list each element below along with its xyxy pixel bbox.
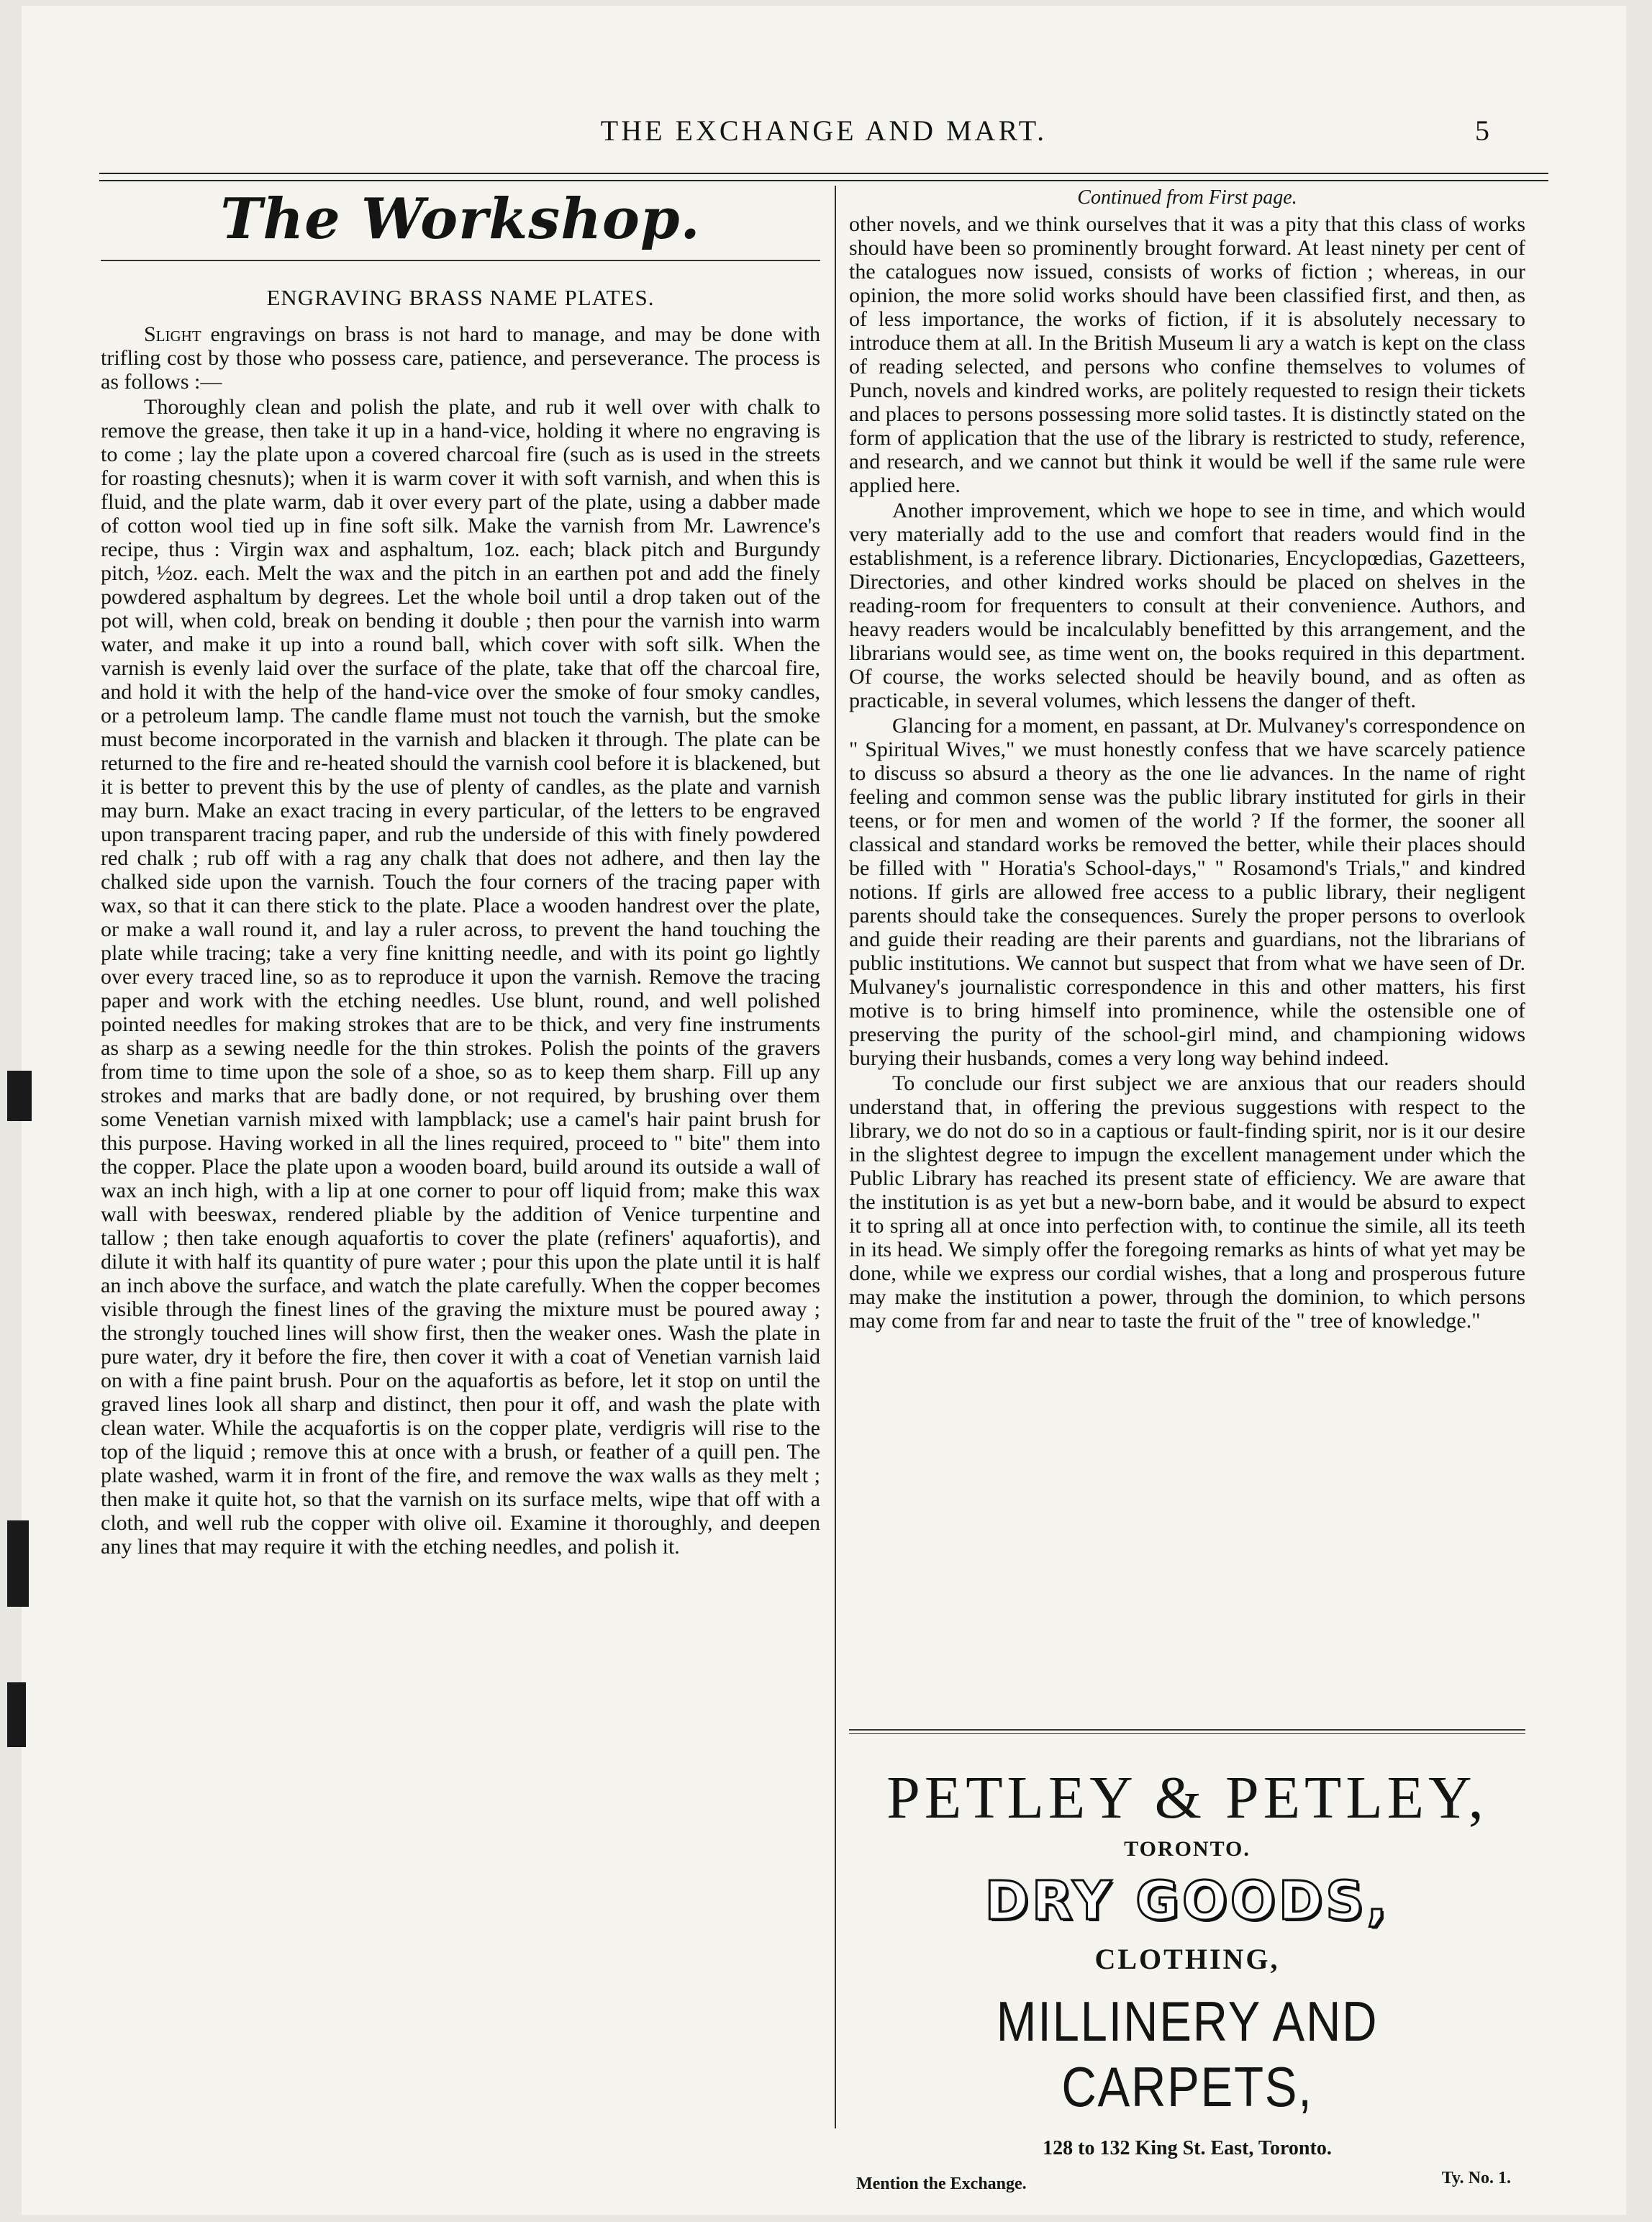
masthead-title: THE EXCHANGE AND MART.: [600, 114, 1048, 147]
column-divider: [835, 186, 836, 2128]
right-column: [849, 186, 1525, 1334]
article-paragraph: Glancing for a moment, en passant, at Dr. Mulvaney's correspondence on " Spiritual Wives," we must honestly confess that we have scarcely patience to discuss so absurd a theory as the one lie advances. In the name of right feeling and common sense was the public library instituted for girls in their teens, or for men and women of the world ? If the former, the sooner all classical and standard works be removed the better, while their places should be filled with " Horatia's School-days," " Rosamond's Trials," and kindred notions. If girls are allowed free access to a public library, their negligent parents should take the consequences. Surely the proper persons to overlook and guide their reading are their parents and guardians, not the librarians of public institutions. We cannot but suspect that from what we have seen of Dr. Mulvaney's journalistic correspondence in this and other matters, his first motive is to bring himself into prominence, while the ostensible one of preserving the purity of the school-girl mind, and championing widows burying their husbands, comes a very long way behind indeed.: [849, 714, 1525, 1070]
article-paragraph: Slight engravings on brass is not hard to manage, and may be done with trifling cost by those who possess care, patience, and perseverance. The process is as follows :—: [101, 322, 821, 394]
binding-mark: [7, 1682, 26, 1747]
lead-word: Slight: [144, 322, 201, 346]
left-column: [101, 186, 820, 1560]
header-rule: [99, 173, 1548, 181]
section-title: The Workshop.: [220, 186, 701, 252]
section-rule: [101, 260, 820, 261]
advertisement-footer: [849, 2169, 1525, 2198]
article-paragraph: Another improvement, which we hope to see in time, and which would very materially add to the use and comfort that readers would find in the establishment, is a reference library. Dictionaries, Encyclopœdias, Gazetteers, Directories, and other kindred works should be placed on shelves in the reading-room for frequenters to consult at their convenience. Authors, and heavy readers would be incalculably benefitted by this arrangement, and the librarians would see, as time went on, the books required in this department. Of course, the works selected should be heavily bound, and as often as practicable, in several volumes, which lessens the danger of theft.: [849, 499, 1525, 712]
mention-note: Mention the Exchange.: [856, 2175, 1027, 2193]
article-paragraph: Thoroughly clean and polish the plate, and rub it well over with chalk to remove the grease, then take it up in a hand-vice, holding it where no engraving is to come ; lay the plate upon a covered charcoal fire (such as is used in the streets for roasting chesnuts); when it is warm cover it with soft varnish, and when this is fluid, and the plate warm, dab it over every part of the plate, using a dabber made of cotton wool tied up in fine soft silk. Make the varnish from Mr. Lawrence's recipe, thus : Virgin wax and asphaltum, 1oz. each; black pitch and Burgundy pitch, ½oz. each. Melt the wax and the pitch in an earthen pot and add the finely powdered asphaltum by degrees. Let the whole boil until a drop taken out of the pot will, when cold, break on bending it double ; then pour the varnish into warm water, and make it up into a round ball, which cover with soft silk. When the varnish is evenly laid over the surface of the plate, take that off the charcoal fire, and hold it with the help of the hand-vice over the smoke of four smoky candles, or a petroleum lamp. The candle flame must not touch the varnish, but the smoke must become incorporated in the varnish and blacken it through. The plate can be returned to the fire and re-heated should the varnish cool before it is blackened, but it is better to prevent this by the use of plenty of candles, as the plate and varnish may burn. Make an exact tracing in every particular, of the letters to be engraved upon transparent tracing paper, and rub the underside of this with finely powdered red chalk ; rub off with a rag any chalk that does not adhere, and then lay the chalked side upon the varnish. Touch the four corners of the tracing paper with wax, so that it can there stick to the plate. Place a wooden handrest over the plate, or make a wall round it, and lay a ruler across, to prevent the hand touching the plate while tracing; take a very fine knitting needle, and with its point go lightly over every traced line, so as to reproduce it upon the varnish. Remove the tracing paper and work with the etching needles. Use blunt, round, and well polished pointed needles for making strokes that are to be thick, and very fine instruments as sharp as a sewing needle for the thin strokes. Polish the points of the gravers from time to time upon the sole of a shoe, so as to keep them sharp. Fill up any strokes and marks that are badly done, or not required, by brushing over them some Venetian varnish mixed with lampblack; use a camel's hair paint brush for this purpose. Having worked in all the lines required, proceed to " bite" them into the copper. Place the plate upon a wooden board, build around its outside a wall of wax an inch high, with a lip at one corner to pour off liquid from; make this wax wall with beeswax, rendered pliable by the addition of Venice turpentine and tallow ; then take enough aquafortis to cover the plate (refiners' aquafortis), and dilute it with half its quantity of pure water ; pour this upon the plate until it is half an inch above the surface, and watch the plate carefully. When the copper becomes visible through the finest lines of the graving the mixture must be poured away ; the strongly touched lines will show first, then the weaker ones. Wash the plate in pure water, dry it before the fire, then cover it with a coat of Venetian varnish laid on with a fine paint brush. Pour on the aquafortis as before, let it stop on until the graved lines look all sharp and distinct, then pour it off, and wash the plate with clean water. While the acquafortis is on the copper plate, verdigris will rise to the top of the liquid ; remove this at once with a brush, or feather of a quill pen. The plate washed, warm it in front of the fire, and remove the wax walls as they melt ; then make it quite hot, so that the varnish on its surface melts, wipe that off with a cloth, and well rub the copper with olive oil. Examine it thoroughly, and deepen any lines that may require it with the etching needles, and polish it.: [101, 395, 820, 1559]
advertiser-city: TORONTO.: [1124, 1837, 1251, 1861]
clothing-heading: CLOTHING,: [1094, 1943, 1280, 1975]
continued-note: Continued from First page.: [1077, 186, 1297, 209]
article-paragraph: other novels, and we think ourselves that it was a pity that this class of works should have been so prominently brought forward. At least ninety per cent of the catalogues now issued, consists of works of fiction ; whereas, in our opinion, the more solid works should have been classified first, and then, as of less importance, the works of fiction, if it is absolutely necessary to introduce them at all. In the British Museum li ary a watch is kept on the class of reading selected, and persons who confine themselves to volumes of Punch, novels and kindred works, are politely requested to resign their tickets and places to persons possessing more solid tastes. It is distinctly stated on the form of application that the use of the library is restricted to study, reference, and research, and we cannot but think it would be well if the same rule were applied here.: [849, 212, 1525, 497]
ad-reference: Ty. No. 1.: [1441, 2169, 1511, 2187]
binding-mark: [7, 1520, 29, 1607]
advertisement: [849, 1729, 1525, 2193]
newspaper-page: [22, 6, 1626, 2215]
page-header: [22, 114, 1626, 164]
advertiser-address: 128 to 132 King St. East, Toronto.: [1043, 2137, 1332, 2159]
advertiser-name: PETLEY & PETLEY,: [886, 1764, 1488, 1831]
millinery-heading: MILLINERY AND CARPETS,: [996, 1990, 1379, 2118]
advertisement-rule: [849, 1729, 1525, 1734]
page-number: 5: [1475, 114, 1489, 147]
article-heading: ENGRAVING BRASS NAME PLATES.: [266, 285, 655, 310]
dry-goods-heading: DRY GOODS,: [984, 1870, 1390, 1932]
article-paragraph: To conclude our first subject we are anxious that our readers should understand that, in offering the previous suggestions with respect to the library, we do not do so in a captious or fault-finding spirit, nor is it our desire in the slightest degree to impugn the excellent management under which the Public Library has reached its present state of efficiency. We are aware that the institution is as yet but a new-born babe, and it would be absurd to expect it to spring all at once into perfection with, to continue the simile, all its teeth in its head. We simply offer the foregoing remarks as hints of what yet may be done, while we express our cordial wishes, that a long and prosperous future may make the institution a power, through the dominion, to which persons may come from far and near to taste the fruit of the " tree of knowledge.": [849, 1071, 1525, 1333]
binding-mark: [7, 1071, 32, 1121]
